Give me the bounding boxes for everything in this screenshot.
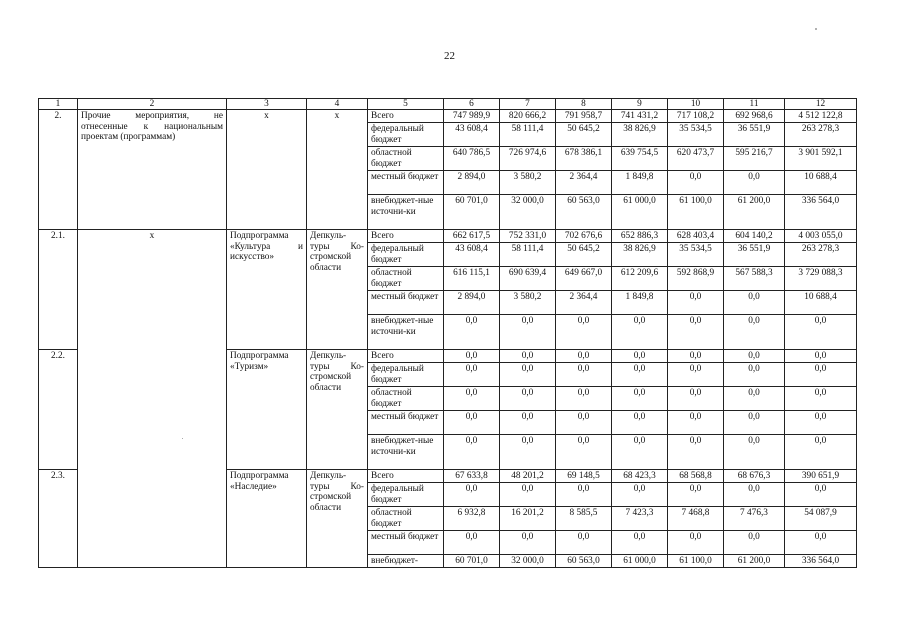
value-cell: 0,0	[444, 363, 500, 387]
funding-source: Всего	[368, 230, 444, 243]
value-cell: 628 403,4	[668, 230, 724, 243]
value-cell: 68 423,3	[612, 470, 668, 483]
value-cell: 0,0	[444, 315, 500, 350]
column-number-row	[39, 99, 857, 110]
value-cell: 0,0	[500, 531, 556, 555]
value-cell: 48 201,2	[500, 470, 556, 483]
total-cell: 0,0	[785, 350, 857, 363]
value-cell: 791 958,7	[556, 110, 612, 123]
value-cell: 0,0	[668, 387, 724, 411]
value-cell: 35 534,5	[668, 123, 724, 147]
column-header: 7	[500, 99, 556, 110]
total-cell: 263 278,3	[785, 243, 857, 267]
funding-source: Всего	[368, 110, 444, 123]
executor: Депкуль-туры Ко-стромской области	[307, 470, 368, 568]
total-cell: 0,0	[785, 435, 857, 470]
budget-table-container	[38, 98, 856, 568]
value-cell: 7 468,8	[668, 507, 724, 531]
funding-source: внебюджет-ные источни-ки	[368, 315, 444, 350]
value-cell: 717 108,2	[668, 110, 724, 123]
section-number: 2.3.	[39, 470, 78, 568]
value-cell: 640 786,5	[444, 147, 500, 171]
value-cell: 0,0	[668, 411, 724, 435]
value-cell: 0,0	[724, 387, 785, 411]
value-cell: 0,0	[724, 435, 785, 470]
program-name: Подпрограмма «Наследие»	[227, 470, 307, 568]
total-cell: 0,0	[785, 531, 857, 555]
value-cell: 35 534,5	[668, 243, 724, 267]
funding-source: местный бюджет	[368, 411, 444, 435]
value-cell: 678 386,1	[556, 147, 612, 171]
value-cell: 58 111,4	[500, 123, 556, 147]
column-header: 12	[785, 99, 857, 110]
value-cell: 0,0	[556, 363, 612, 387]
value-cell: 0,0	[612, 387, 668, 411]
value-cell: 0,0	[668, 291, 724, 315]
value-cell: 61 200,0	[724, 555, 785, 568]
value-cell: 0,0	[668, 171, 724, 195]
table-row	[39, 230, 857, 243]
value-cell: 61 000,0	[612, 195, 668, 230]
value-cell: 38 826,9	[612, 243, 668, 267]
value-cell: 616 115,1	[444, 267, 500, 291]
funding-source: федеральный бюджет	[368, 123, 444, 147]
program-name: Подпрограмма «Культура и искусство»	[227, 230, 307, 350]
funding-source: Всего	[368, 350, 444, 363]
funding-source: Всего	[368, 470, 444, 483]
column-header: 9	[612, 99, 668, 110]
value-cell: 68 568,8	[668, 470, 724, 483]
total-cell: 0,0	[785, 411, 857, 435]
value-cell: 0,0	[724, 315, 785, 350]
value-cell: 692 968,6	[724, 110, 785, 123]
program-name: Подпрограмма «Туризм»	[227, 350, 307, 470]
value-cell: 604 140,2	[724, 230, 785, 243]
value-cell: 0,0	[724, 350, 785, 363]
value-cell: 747 989,9	[444, 110, 500, 123]
value-cell: 595 216,7	[724, 147, 785, 171]
column-header: 5	[368, 99, 444, 110]
value-cell: 32 000,0	[500, 195, 556, 230]
value-cell: 16 201,2	[500, 507, 556, 531]
value-cell: 690 639,4	[500, 267, 556, 291]
column-header: 1	[39, 99, 78, 110]
value-cell: 0,0	[724, 363, 785, 387]
value-cell: 50 645,2	[556, 123, 612, 147]
column-header: 6	[444, 99, 500, 110]
value-cell: 69 148,5	[556, 470, 612, 483]
value-cell: 0,0	[612, 315, 668, 350]
value-cell: 7 423,3	[612, 507, 668, 531]
value-cell: 0,0	[500, 387, 556, 411]
value-cell: 620 473,7	[668, 147, 724, 171]
value-cell: 2 364,4	[556, 171, 612, 195]
column-header: 11	[724, 99, 785, 110]
funding-source: областной бюджет	[368, 147, 444, 171]
value-cell: 0,0	[444, 387, 500, 411]
value-cell: 36 551,9	[724, 123, 785, 147]
executor: Депкуль-туры Ко-стромской области	[307, 230, 368, 350]
column-header: 4	[307, 99, 368, 110]
funding-source: федеральный бюджет	[368, 243, 444, 267]
total-cell: 54 087,9	[785, 507, 857, 531]
value-cell: 0,0	[556, 435, 612, 470]
total-cell: 3 901 592,1	[785, 147, 857, 171]
page-number: 22	[444, 50, 455, 62]
value-cell: 0,0	[668, 363, 724, 387]
total-cell: 4 003 055,0	[785, 230, 857, 243]
value-cell: 0,0	[500, 435, 556, 470]
total-cell: 4 512 122,8	[785, 110, 857, 123]
budget-table	[38, 98, 857, 568]
value-cell: 61 100,0	[668, 195, 724, 230]
value-cell: 0,0	[668, 531, 724, 555]
total-cell: 0,0	[785, 363, 857, 387]
value-cell: 0,0	[612, 363, 668, 387]
value-cell: 2 894,0	[444, 291, 500, 315]
value-cell: 0,0	[724, 171, 785, 195]
funding-source: местный бюджет	[368, 531, 444, 555]
value-cell: 592 868,9	[668, 267, 724, 291]
funding-source: федеральный бюджет	[368, 363, 444, 387]
value-cell: 36 551,9	[724, 243, 785, 267]
value-cell: 68 676,3	[724, 470, 785, 483]
value-cell: 6 932,8	[444, 507, 500, 531]
section-number: 2.	[39, 110, 78, 230]
value-cell: 60 563,0	[556, 195, 612, 230]
total-cell: 390 651,9	[785, 470, 857, 483]
column-header: 3	[227, 99, 307, 110]
value-cell: 0,0	[612, 350, 668, 363]
total-cell: 3 729 088,3	[785, 267, 857, 291]
value-cell: 567 588,3	[724, 267, 785, 291]
value-cell: 726 974,6	[500, 147, 556, 171]
value-cell: 0,0	[612, 483, 668, 507]
total-cell: 336 564,0	[785, 195, 857, 230]
value-cell: 652 886,3	[612, 230, 668, 243]
funding-source: местный бюджет	[368, 171, 444, 195]
value-cell: 0,0	[668, 435, 724, 470]
funding-source: местный бюджет	[368, 291, 444, 315]
value-cell: 2 894,0	[444, 171, 500, 195]
section-number: 2.1.	[39, 230, 78, 350]
column-header: 10	[668, 99, 724, 110]
total-cell: 0,0	[785, 483, 857, 507]
total-cell: 263 278,3	[785, 123, 857, 147]
value-cell: 0,0	[556, 411, 612, 435]
executor: х	[307, 110, 368, 230]
funding-source: областной бюджет	[368, 267, 444, 291]
column-header: 8	[556, 99, 612, 110]
value-cell: 7 476,3	[724, 507, 785, 531]
value-cell: 0,0	[556, 387, 612, 411]
total-cell: 10 688,4	[785, 171, 857, 195]
value-cell: 0,0	[500, 315, 556, 350]
value-cell: 0,0	[556, 483, 612, 507]
value-cell: 662 617,5	[444, 230, 500, 243]
value-cell: 741 431,2	[612, 110, 668, 123]
program-name: х	[227, 110, 307, 230]
value-cell: 38 826,9	[612, 123, 668, 147]
value-cell: 60 701,0	[444, 555, 500, 568]
value-cell: 67 633,8	[444, 470, 500, 483]
value-cell: 8 585,5	[556, 507, 612, 531]
executor: Депкуль-туры Ко-стромской области	[307, 350, 368, 470]
value-cell: 60 701,0	[444, 195, 500, 230]
section-name: х	[78, 230, 227, 568]
value-cell: 43 608,4	[444, 123, 500, 147]
funding-source: областной бюджет	[368, 387, 444, 411]
funding-source: федеральный бюджет	[368, 483, 444, 507]
value-cell: 3 580,2	[500, 171, 556, 195]
value-cell: 61 100,0	[668, 555, 724, 568]
value-cell: 612 209,6	[612, 267, 668, 291]
value-cell: 50 645,2	[556, 243, 612, 267]
value-cell: 0,0	[612, 411, 668, 435]
value-cell: 0,0	[500, 350, 556, 363]
value-cell: 0,0	[612, 531, 668, 555]
value-cell: 0,0	[668, 350, 724, 363]
value-cell: 0,0	[500, 411, 556, 435]
value-cell: 0,0	[500, 483, 556, 507]
value-cell: 0,0	[444, 435, 500, 470]
total-cell: 336 564,0	[785, 555, 857, 568]
value-cell: 2 364,4	[556, 291, 612, 315]
value-cell: 0,0	[668, 483, 724, 507]
table-row	[39, 110, 857, 123]
value-cell: 61 000,0	[612, 555, 668, 568]
column-header: 2	[78, 99, 227, 110]
value-cell: 649 667,0	[556, 267, 612, 291]
total-cell: 10 688,4	[785, 291, 857, 315]
value-cell: 0,0	[724, 483, 785, 507]
section-name: Прочие мероприятия, не отнесенные к национальным проектам (программам)	[78, 110, 227, 230]
value-cell: 0,0	[444, 531, 500, 555]
value-cell: 3 580,2	[500, 291, 556, 315]
value-cell: 1 849,8	[612, 171, 668, 195]
value-cell: 0,0	[556, 350, 612, 363]
value-cell: 0,0	[668, 315, 724, 350]
value-cell: 43 608,4	[444, 243, 500, 267]
value-cell: 61 200,0	[724, 195, 785, 230]
value-cell: 0,0	[444, 350, 500, 363]
value-cell: 0,0	[724, 291, 785, 315]
value-cell: 1 849,8	[612, 291, 668, 315]
value-cell: 752 331,0	[500, 230, 556, 243]
value-cell: 58 111,4	[500, 243, 556, 267]
value-cell: 0,0	[724, 531, 785, 555]
value-cell: 0,0	[556, 315, 612, 350]
value-cell: 0,0	[444, 411, 500, 435]
section-number: 2.2.	[39, 350, 78, 470]
total-cell: 0,0	[785, 315, 857, 350]
scan-speck	[815, 28, 817, 30]
value-cell: 0,0	[556, 531, 612, 555]
funding-source: внебюджет-	[368, 555, 444, 568]
total-cell: 0,0	[785, 387, 857, 411]
value-cell: 820 666,2	[500, 110, 556, 123]
value-cell: 0,0	[724, 411, 785, 435]
funding-source: областной бюджет	[368, 507, 444, 531]
value-cell: 702 676,6	[556, 230, 612, 243]
value-cell: 0,0	[500, 363, 556, 387]
value-cell: 32 000,0	[500, 555, 556, 568]
value-cell: 639 754,5	[612, 147, 668, 171]
value-cell: 0,0	[612, 435, 668, 470]
funding-source: внебюджет-ные источни-ки	[368, 195, 444, 230]
funding-source: внебюджет-ные источни-ки	[368, 435, 444, 470]
value-cell: 0,0	[444, 483, 500, 507]
value-cell: 60 563,0	[556, 555, 612, 568]
